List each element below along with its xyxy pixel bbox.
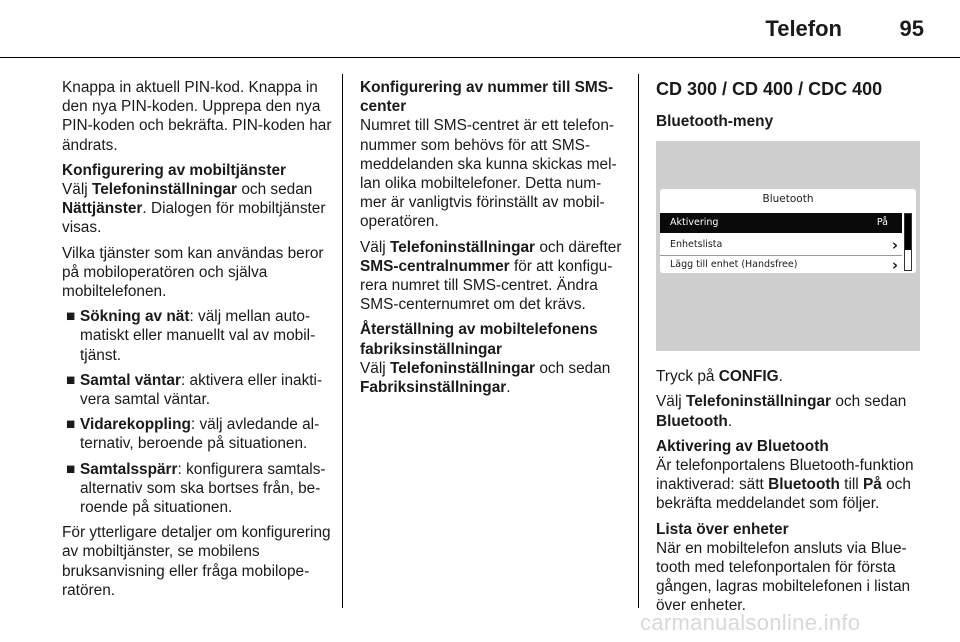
text-run: . xyxy=(778,368,783,386)
menu-term: På xyxy=(862,476,882,494)
column-1 xyxy=(62,78,332,606)
menu-row-label: Lägg till enhet (Handsfree) xyxy=(670,259,798,271)
list-term: Samtal väntar xyxy=(80,371,181,389)
list-item xyxy=(62,371,332,409)
section-heading: Återställning av mobiltelefonens fabriksinställningar xyxy=(360,321,598,358)
device-list-section xyxy=(656,520,920,616)
menu-row-value: På xyxy=(876,217,888,229)
bullet-icon: ■ xyxy=(66,308,76,326)
text-run: Välj xyxy=(656,393,686,411)
sms-center-paragraph xyxy=(360,238,622,315)
list-text: : aktivera eller inaktivera samtal väntar. xyxy=(80,371,323,409)
menu-term: Telefoninställningar xyxy=(685,393,832,411)
text-run: . xyxy=(727,412,733,430)
outro-paragraph: För ytterligare detaljer om konfigurering av mobiltjänster, se mobilens bruksanvisning eller fråga mobiloperatören. xyxy=(62,524,331,599)
text-run: Är telefonportalens Bluetooth-funktion inaktiverad: sätt xyxy=(656,457,914,494)
menu-row-label: Enhetslista xyxy=(670,239,723,251)
select-paragraph xyxy=(656,392,920,430)
menu-term: Bluetooth xyxy=(768,476,840,494)
list-text: : konfigurera samtalsalternativ som ska bortses från, beroende på situationen. xyxy=(80,460,326,517)
text-run: och bekräfta meddelandet som följer. xyxy=(656,476,911,513)
text-run: Välj xyxy=(360,238,390,256)
menu-term: Nättjänster xyxy=(62,200,143,218)
menu-term: Fabriksinställningar xyxy=(360,379,507,397)
column-divider-2 xyxy=(638,74,639,608)
screen-title: Bluetooth xyxy=(762,193,814,206)
screen-scrollbar xyxy=(904,213,912,271)
subsection-title: Bluetooth-meny xyxy=(656,113,774,130)
menu-term: Telefoninställningar xyxy=(389,359,536,377)
text-run: Tryck på xyxy=(656,368,719,386)
bullet-icon: ■ xyxy=(66,371,76,389)
factory-reset-section xyxy=(360,320,622,397)
list-item xyxy=(62,460,332,518)
text-run: . xyxy=(506,379,511,397)
list-item xyxy=(62,307,332,365)
section-heading: Konfigurering av mobiltjänster xyxy=(62,161,287,179)
page-number: 95 xyxy=(899,16,924,41)
menu-term: Telefoninställningar xyxy=(389,238,536,256)
button-term: CONFIG xyxy=(718,368,779,386)
column-3 xyxy=(656,78,920,622)
list-text: : välj avledande alternativ, beroende på situationen. xyxy=(80,416,320,453)
bluetooth-menu-panel xyxy=(660,189,916,273)
text-run: Välj xyxy=(360,359,390,377)
bluetooth-activation-section xyxy=(656,437,920,514)
list-term: Vidarekoppling xyxy=(80,416,191,434)
bullet-icon: ■ xyxy=(66,416,76,434)
mobile-services-section xyxy=(62,161,332,238)
menu-row-label: Aktivering xyxy=(670,217,719,229)
menu-term: Telefoninställningar xyxy=(91,181,238,199)
text-run: Välj xyxy=(62,181,92,199)
scrollbar-thumb xyxy=(905,214,911,250)
page-header xyxy=(0,0,960,60)
section-heading: Lista över enheter xyxy=(656,520,789,538)
menu-row-device-list xyxy=(660,235,902,256)
text-run: för att konfigurera numret till SMS-centret. Ändra SMS-centernumret om det krävs. xyxy=(360,257,613,314)
menu-term: SMS-centralnummer xyxy=(360,257,510,275)
chevron-right-icon: › xyxy=(891,236,898,255)
list-term: Sökning av nät xyxy=(80,308,190,326)
column-divider-1 xyxy=(342,74,343,608)
text-run: När en mobiltelefon ansluts via Bluetooth med telefonportalen för första gången, lagras mobiltelefonen i listan över enheter. xyxy=(656,539,911,615)
menu-row-add-device xyxy=(660,255,902,275)
chevron-right-icon: › xyxy=(891,256,898,275)
services-list xyxy=(62,307,332,517)
menu-row-activation xyxy=(660,213,902,233)
list-item xyxy=(62,415,332,453)
text-run: och sedan xyxy=(831,393,907,411)
column-2 xyxy=(360,78,622,403)
text-run: till xyxy=(839,476,863,494)
section-heading: Konfigurering av nummer till SMS-center xyxy=(360,79,614,116)
text-run: och därefter xyxy=(535,238,622,256)
section-heading: Aktivering av Bluetooth xyxy=(656,437,829,455)
watermark: carmanualsonline.info xyxy=(640,610,861,635)
section-title: CD 300 / CD 400 / CDC 400 xyxy=(656,79,883,99)
text-run: . Dialogen för mobiltjänster visas. xyxy=(62,200,326,237)
bluetooth-menu-screenshot xyxy=(656,141,920,351)
page-title: Telefon xyxy=(765,16,842,41)
header-rule xyxy=(0,57,960,58)
intro-paragraph: Knappa in aktuell PIN-kod. Knappa in den nya PIN-koden. Upprepa den nya PIN-koden och bekräfta. PIN-koden har ändrats. xyxy=(62,79,332,154)
text-run: Numret till SMS-centret är ett telefonnummer som behövs för att SMS-meddelanden ska kunna skickas mellan olika mobiltelefoner. Detta nummer är vanligtvis förinställt av mobiloperatören. xyxy=(360,117,617,231)
text-run: och sedan xyxy=(535,359,611,377)
menu-term: Bluetooth xyxy=(656,412,728,430)
text-run: och sedan xyxy=(237,181,313,199)
config-paragraph xyxy=(656,367,920,386)
services-paragraph: Vilka tjänster som kan användas beror på mobiloperatören och själva mobiltelefonen. xyxy=(62,244,324,301)
list-text: : välj mellan automatiskt eller manuellt val av mobiltjänst. xyxy=(80,308,316,364)
bullet-icon: ■ xyxy=(66,460,76,478)
sms-center-section xyxy=(360,78,622,232)
list-term: Samtalsspärr xyxy=(80,460,178,478)
